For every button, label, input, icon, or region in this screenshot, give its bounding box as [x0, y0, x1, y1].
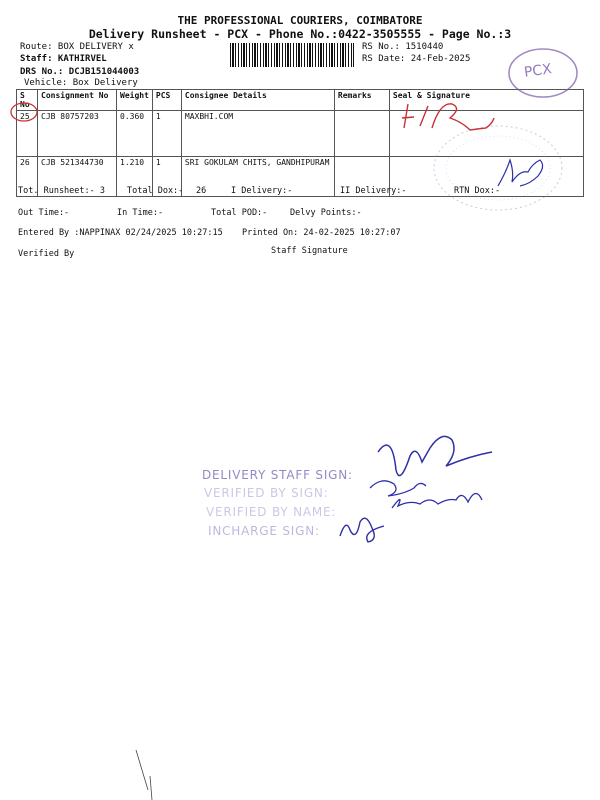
delvy-points: Delvy Points:- — [290, 208, 362, 218]
rs-date: RS Date: 24-Feb-2025 — [362, 54, 471, 64]
company-title: THE PROFESSIONAL COURIERS, COIMBATORE — [177, 14, 423, 27]
printed-on: Printed On: 24-02-2025 10:27:07 — [242, 228, 401, 238]
ii-delivery: II Delivery:- — [340, 186, 407, 196]
verified-by: Verified By — [18, 249, 75, 259]
total-dox-value: 26 — [196, 186, 207, 196]
cell-pcs: 1 — [152, 157, 181, 197]
stamp-verified-by-sign: VERIFIED BY SIGN: — [204, 486, 329, 500]
vehicle-label: Vehicle: Box Delivery — [24, 78, 138, 88]
cell-sno: 25 — [17, 111, 38, 157]
in-time: In Time:- — [117, 208, 164, 218]
i-delivery: I Delivery:- — [231, 186, 293, 196]
verified-by-name-handwriting — [392, 493, 482, 508]
col-seal-signature: Seal & Signature — [389, 90, 583, 111]
red-circle-mark — [11, 103, 37, 121]
red-signature-row25 — [402, 104, 494, 130]
cell-consignee: MAXBHI.COM — [181, 111, 334, 157]
rs-number: RS No.: 1510440 — [362, 42, 444, 52]
drs-value: DCJB151044003 — [68, 67, 140, 77]
cell-pcs: 1 — [152, 111, 181, 157]
col-consignee: Consignee Details — [181, 90, 334, 111]
cell-weight: 1.210 — [117, 157, 153, 197]
drs-label: DRS No.: — [20, 67, 64, 77]
out-time: Out Time:- — [18, 208, 70, 218]
total-dox-label: Total Dox:- — [127, 186, 184, 196]
blue-signature-row26 — [498, 160, 543, 186]
rtn-dox: RTN Dox:- — [454, 186, 501, 196]
stamp-incharge-sign: INCHARGE SIGN: — [208, 524, 320, 538]
runsheet-subtitle: Delivery Runsheet - PCX - Phone No.:0422-3505555 - Page No.:3 — [88, 27, 512, 41]
staff-label: Staff: KATHIRVEL — [20, 54, 107, 64]
pcx-stamp-circle — [509, 49, 577, 97]
delivery-staff-signature — [378, 436, 492, 475]
pcx-stamp-text: PCX — [523, 61, 553, 81]
col-weight: Weight — [117, 90, 153, 111]
stray-pen-mark — [136, 750, 152, 800]
total-pod: Total POD:- — [211, 208, 268, 218]
stamp-verified-by-name: VERIFIED BY NAME: — [206, 505, 337, 519]
verified-by-signature — [370, 481, 426, 496]
cell-consignment: CJB 80757203 — [38, 111, 117, 157]
staff-signature: Staff Signature — [271, 246, 348, 256]
route-label: Route: BOX DELIVERY x — [20, 42, 134, 52]
cell-consignee: SRI GOKULAM CHITS, GANDHIPURAM — [181, 157, 334, 197]
col-remarks: Remarks — [334, 90, 389, 111]
col-consignment: Consignment No — [38, 90, 117, 111]
cell-consignment: CJB 521344730 — [38, 157, 117, 197]
cell-weight: 0.360 — [117, 111, 153, 157]
tot-runsheet: Tot. Runsheet:- 3 — [18, 186, 105, 196]
col-pcs: PCS — [152, 90, 181, 111]
incharge-signature — [340, 518, 384, 542]
entered-by: Entered By :NAPPINAX 02/24/2025 10:27:15 — [18, 228, 223, 238]
stamp-delivery-staff-sign: DELIVERY STAFF SIGN: — [202, 468, 353, 482]
col-sno: S No — [17, 90, 38, 111]
cell-sno: 26 — [17, 157, 38, 197]
